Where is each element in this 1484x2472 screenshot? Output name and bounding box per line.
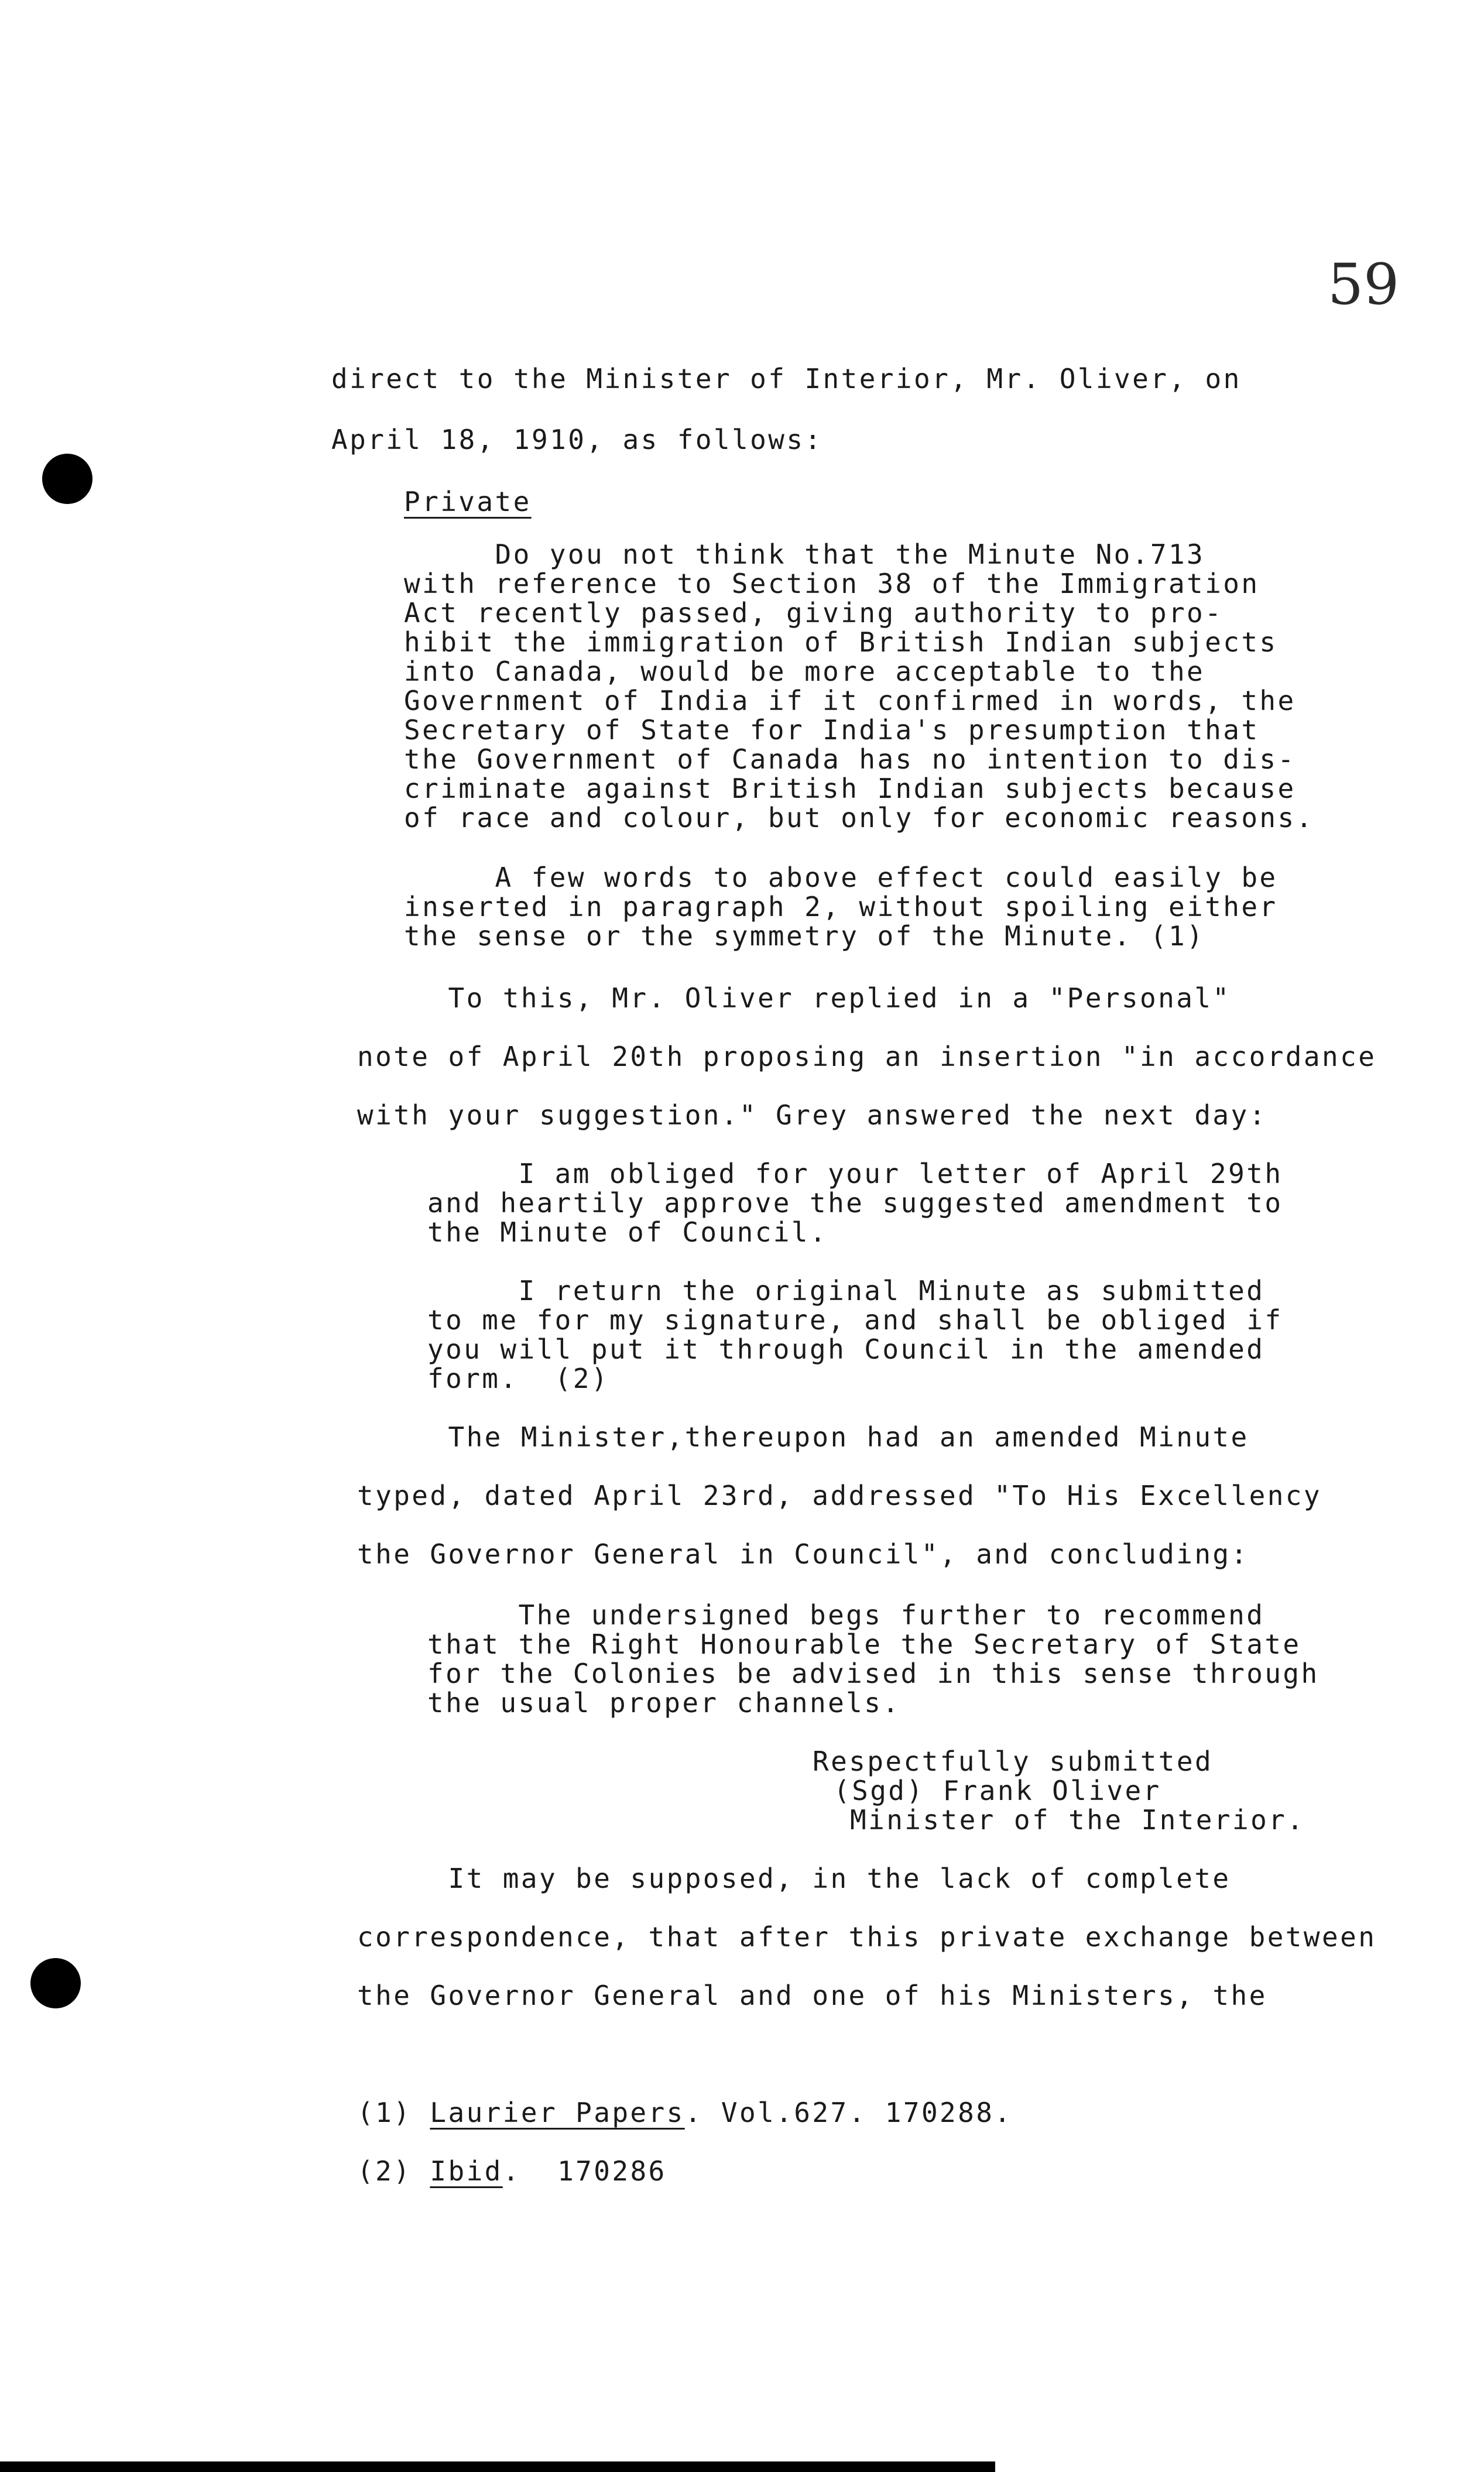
punch-hole-bottom [30,1958,81,2008]
body-line: April 18, 1910, as follows: [331,424,823,455]
body-line: the Governor General in Council", and concluding: [357,1538,1249,1570]
quote-line: Act recently passed, giving authority to pro- [404,597,1223,629]
quote-line: with reference to Section 38 of the Immigration [404,568,1260,599]
quote-line: The undersigned begs further to recommend [427,1599,1265,1631]
punch-hole-top [42,454,92,504]
quote-line: I am obliged for your letter of April 29th [427,1158,1283,1189]
quote-line: hibit the immigration of British Indian subjects [404,626,1278,658]
quote-line: form. (2) [427,1363,609,1394]
quote-line: the Minute of Council. [427,1216,828,1248]
quote-line: to me for my signature, and shall be obliged if [427,1304,1283,1336]
quote-line: you will put it through Council in the amended [427,1333,1265,1365]
body-line: direct to the Minister of Interior, Mr. Oliver, on [331,363,1242,395]
body-line: the Governor General and one of his Ministers, the [357,1980,1267,2011]
quote-line: A few words to above effect could easily be [404,862,1278,893]
quote-line: inserted in paragraph 2, without spoiling either [404,891,1278,923]
quote-line: Do you not think that the Minute No.713 [404,539,1205,570]
quote-line: the usual proper channels. [427,1687,901,1719]
body-line: note of April 20th proposing an insertion "in accordance [357,1041,1377,1072]
footnote-marker: (2) [357,2155,430,2187]
page-number: 59 [1328,252,1400,317]
quote-line: for the Colonies be advised in this sense through [427,1658,1320,1689]
quote-line: that the Right Honourable the Secretary of State [427,1628,1301,1660]
quote-line: of race and colour, but only for economic reasons. [404,802,1314,834]
body-line: with your suggestion." Grey answered the next day: [357,1099,1267,1131]
quote-line: I return the original Minute as submitted [427,1275,1265,1307]
quote-line: into Canada, would be more acceptable to the [404,656,1205,687]
signature-line: Minister of the Interior. [850,1804,1305,1836]
signature-line: Respectfully submitted [813,1746,1214,1777]
footnote-marker: (1) [357,2097,430,2128]
quote-line: Government of India if it confirmed in words, the [404,685,1296,716]
quote-line: the sense or the symmetry of the Minute. (1) [404,920,1205,952]
footnote-reference: . 170286 [502,2155,667,2187]
quote-line: Secretary of State for India's presumption that [404,714,1260,746]
footnote-reference: . Vol.627. 170288. [684,2097,1013,2128]
body-line: typed, dated April 23rd, addressed "To His Excellency [357,1480,1322,1511]
footnote [357,2098,1012,2127]
body-line: correspondence, that after this private exchange between [357,1921,1377,1953]
quote-line: criminate against British Indian subjects because [404,773,1296,804]
private-heading: Private [404,486,532,517]
body-line: It may be supposed, in the lack of complete [357,1863,1231,1894]
quote-line: the Government of Canada has no intention to dis- [404,743,1296,775]
body-line: The Minister,thereupon had an amended Minute [357,1421,1249,1453]
footnote-source: Ibid [430,2155,503,2187]
body-line: To this, Mr. Oliver replied in a "Personal" [357,982,1231,1014]
page-bottom-edge [0,2461,995,2472]
footnote [357,2156,667,2186]
quote-line: and heartily approve the suggested amendment to [427,1187,1283,1219]
footnote-source: Laurier Papers [430,2097,685,2128]
signature-line: (Sgd) Frank Oliver [834,1775,1161,1806]
